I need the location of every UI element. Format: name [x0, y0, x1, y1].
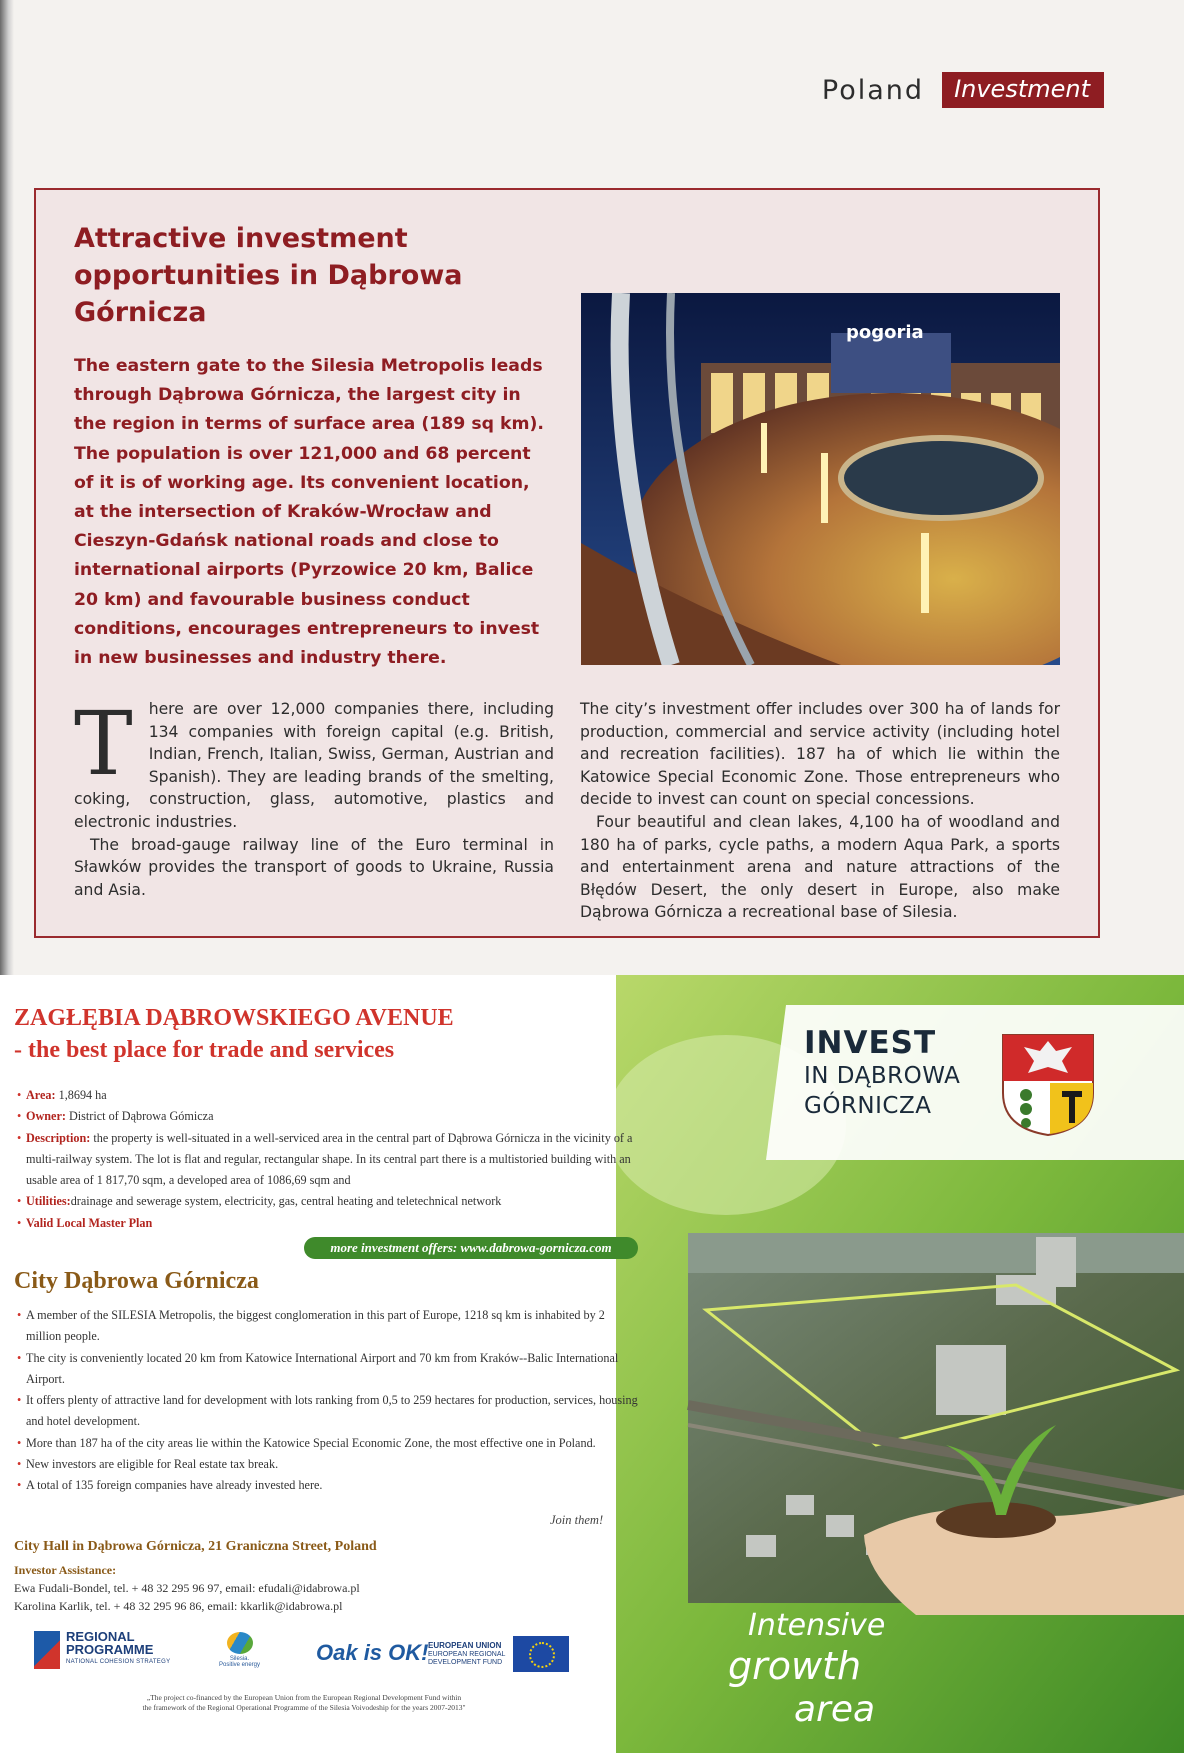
mall-photo: [581, 293, 1060, 665]
article-paragraph-2: The broad-gauge railway line of the Euro terminal in Sławków provides the transport of goods to Ukraine, Russia and Asia.: [74, 835, 554, 899]
invest-title-line2: IN DĄBROWA: [804, 1063, 961, 1089]
silesia-logo: Silesia. Positive energy: [219, 1632, 260, 1668]
tagline-line3: area: [794, 1689, 876, 1730]
fact-description: • Description: the property is well-situated in a well-serviced area in the central part of Dąbrowa Górnicza in the vicinity of a multi-railway system. The lot is flat and regular, rectangular shape. In its central part there is a multistoried building with an usable area of 1 817,70 sqm, a developed area of 1086,69 sqm and: [14, 1128, 640, 1192]
article-title: Attractive investment opportunities in Dąbrowa Górnicza: [74, 223, 463, 328]
article-column-left: [74, 692, 554, 901]
fact-owner: • Owner: District of Dąbrowa Gómicza: [14, 1106, 640, 1127]
regional-programme-logo: REGIONAL PROGRAMME NATIONAL COHESION STRATEGY: [34, 1630, 170, 1669]
drop-cap: T: [74, 692, 133, 795]
city-point: • More than 187 ha of the city areas lie within the Katowice Special Economic Zone, the most effective one in Poland.: [14, 1433, 640, 1454]
cofinancing-note: „The project co-financed by the European Union from the European Regional Development Fund within the framework of the Regional Operational Programme of the Silesia Voivodeship for the years 2007-2013": [142, 1693, 466, 1712]
article-paragraph-4: Four beautiful and clean lakes, 4,100 ha of woodland and 180 ha of parks, cycle paths, a modern Aqua Park, a sports and entertainment arena and nature attractions of the Błędów Desert, the only desert in Europe, also make Dąbrowa Górnicza a recreational base of Silesia.: [580, 812, 1060, 922]
ad-text-panel: [14, 975, 648, 1753]
ad-tagline: [728, 1608, 885, 1732]
ad-subheading: - the best place for trade and services: [14, 1037, 395, 1063]
city-point: • A total of 135 foreign companies have already invested here.: [14, 1475, 640, 1496]
header-section-badge: Investment: [942, 72, 1104, 108]
city-point: • The city is conveniently located 20 km from Katowice International Airport and 70 km from Kraków--Balic International Airport.: [14, 1348, 640, 1391]
more-offers-link[interactable]: more investment offers: www.dabrowa-gornicza.com: [304, 1237, 638, 1259]
advertisement: [0, 975, 1184, 1753]
city-heading: City Dąbrowa Górnicza: [14, 1268, 259, 1294]
article-lead: The eastern gate to the Silesia Metropolis leads through Dąbrowa Górnicza, the largest city in the region in terms of surface area (189 sq km). The population is over 121,000 and 68 percent of it is of working age. Its convenient location, at the intersection of Kraków-Wrocław and Cieszyn-Gdańsk national roads and close to international airports (Pyrzowice 20 km, Balice 20 km) and favourable business conduct conditions, encourages entrepreneurs to invest in new businesses and industry there.: [74, 356, 544, 669]
invest-title-line1: INVEST: [804, 1025, 937, 1061]
article-paragraph-1: here are over 12,000 companies there, including 134 companies with foreign capital (e.g. British, Indian, French, Italian, Swiss, German, Austrian and Spanish). They are leading brands of the smelting, coking, construction, glass, automotive, plastics and electronic industries.: [74, 700, 554, 831]
city-points: [14, 1305, 640, 1497]
contact-1: Ewa Fudali-Bondel, tel. + 48 32 295 96 97, email: efudali@idabrowa.pl: [14, 1581, 360, 1595]
eu-flag-icon: [513, 1636, 569, 1672]
sponsor-logos: [34, 1630, 624, 1686]
header-country: Poland: [821, 74, 925, 106]
ad-heading: ZAGŁĘBIA DĄBROWSKIEGO AVENUE: [14, 1005, 454, 1031]
tagline-line1: Intensive: [748, 1608, 886, 1643]
oak-is-ok-logo: Oak is OK!: [316, 1640, 429, 1665]
city-point: • A member of the SILESIA Metropolis, the biggest conglomeration in this part of Europe, 1218 sq km is inhabited by 2 million people.: [14, 1305, 640, 1348]
fact-master-plan: • Valid Local Master Plan: [14, 1213, 640, 1234]
article-column-right: [580, 698, 1060, 924]
eu-logo: EUROPEAN UNION EUROPEAN REGIONAL DEVELOPMENT FUND: [428, 1636, 569, 1672]
tagline-line2: growth: [728, 1644, 862, 1688]
city-point: • New investors are eligible for Real estate tax break.: [14, 1454, 640, 1475]
fact-area: • Area: 1,8694 ha: [14, 1085, 640, 1106]
city-coat-of-arms: [998, 1033, 1098, 1137]
ad-green-panel: [616, 975, 1184, 1753]
join-them: Join them!: [550, 1513, 604, 1527]
contact-2: Karolina Karlik, tel. + 48 32 295 96 86, email: kkarlik@idabrowa.pl: [14, 1599, 343, 1613]
investor-assistance: [14, 1561, 360, 1615]
regional-programme-icon: [34, 1631, 60, 1669]
invest-title: [804, 1025, 960, 1121]
assistance-label: Investor Assistance:: [14, 1563, 117, 1577]
property-facts: [14, 1085, 640, 1234]
fact-utilities: • Utilities:drainage and sewerage system, electricity, gas, central heating and teletechnical network: [14, 1191, 640, 1212]
silesia-icon: [227, 1632, 253, 1654]
city-point: • It offers plenty of attractive land for development with lots ranking from 0,5 to 259 hectares for production, services, housing and hotel development.: [14, 1390, 640, 1433]
photo-sign-text: pogoria: [846, 322, 924, 343]
article-paragraph-3: The city’s investment offer includes over 300 ha of lands for production, commercial and service activity (including hotel and recreation facilities). 187 ha of which lie within the Katowice Special Economic Zone. Those entrepreneurs who decide to invest can count on special concessions.: [580, 700, 1060, 809]
city-hall-address: City Hall in Dąbrowa Górnicza, 21 Graniczna Street, Poland: [14, 1539, 377, 1554]
section-header: [822, 72, 1104, 108]
invest-title-line3: GÓRNICZA: [804, 1093, 932, 1119]
article-box: [34, 188, 1100, 938]
